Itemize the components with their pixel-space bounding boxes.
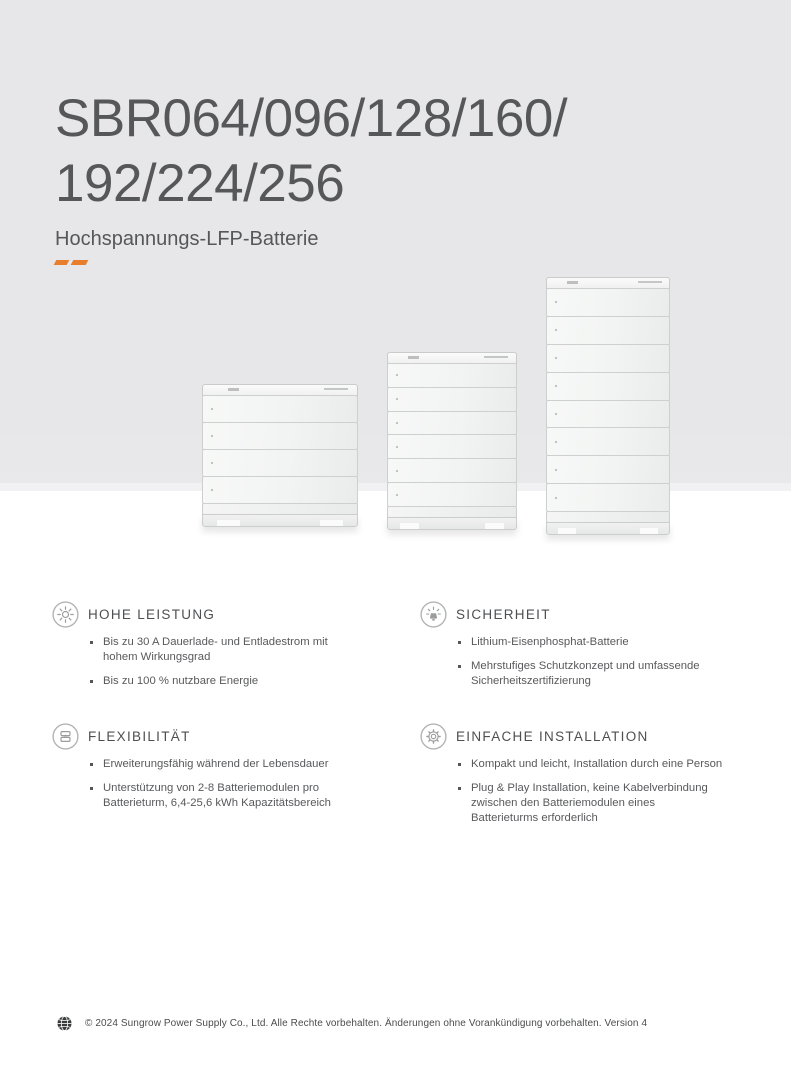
battery-module (546, 483, 670, 512)
feature-title: FLEXIBILITÄT (88, 729, 191, 744)
feature-bullet: Bis zu 30 A Dauerlade- und Entladestrom mit hohem Wirkungsgrad (88, 635, 335, 665)
feature-bullet-list (456, 757, 723, 826)
battery-module (546, 372, 670, 401)
feature-bullet: Bis zu 100 % nutzbare Energie (88, 674, 335, 689)
brand-label (638, 281, 662, 283)
feature-block-performance (52, 601, 335, 698)
accent-dashes (55, 260, 87, 265)
feature-title: EINFACHE INSTALLATION (456, 729, 649, 744)
battery-module (387, 387, 517, 412)
brand-label (324, 388, 348, 390)
feature-title: HOHE LEISTUNG (88, 607, 216, 622)
battery-module (387, 458, 517, 483)
base-foot-notch (640, 528, 658, 534)
battery-base (546, 511, 670, 535)
battery-base (387, 506, 517, 530)
battery-base-skid (546, 522, 670, 535)
feature-bullet: Plug & Play Installation, keine Kabelverbindung zwischen den Batteriemodulen eines Batterieturms erforderlich (456, 781, 723, 826)
feature-block-installation (420, 723, 723, 835)
page-title (55, 86, 567, 216)
feature-bullet: Kompakt und leicht, Installation durch eine Person (456, 757, 723, 772)
status-display (567, 281, 578, 284)
page-subtitle: Hochspannungs-LFP-Batterie (55, 228, 319, 250)
base-foot-notch (485, 523, 504, 529)
battery-module (387, 363, 517, 388)
safety-icon (420, 601, 447, 628)
feature-bullet: Erweiterungsfähig während der Lebensdauer (88, 757, 335, 772)
battery-tower-small (202, 384, 358, 527)
battery-module (202, 395, 358, 423)
base-foot-notch (320, 520, 343, 526)
feature-bullet-list (456, 635, 723, 689)
stacked-modules-icon (52, 723, 79, 750)
feature-bullet: Unterstützung von 2-8 Batteriemodulen pro Batterieturm, 6,4-25,6 kWh Kapazitätsbereich (88, 781, 335, 811)
copyright-text: © 2024 Sungrow Power Supply Co., Ltd. Alle Rechte vorbehalten. Änderungen ohne Vorankündigung vorbehalten. Version 4 (85, 1018, 648, 1029)
battery-module (202, 422, 358, 450)
brand-label (484, 356, 508, 358)
battery-module (546, 316, 670, 345)
feature-bullet: Lithium-Eisenphosphat-Batterie (456, 635, 723, 650)
battery-module (387, 434, 517, 459)
footer (57, 1016, 647, 1031)
feature-bullet-list (88, 757, 335, 811)
battery-base-skid (387, 517, 517, 530)
battery-module (387, 482, 517, 507)
status-display (228, 388, 239, 391)
battery-module (202, 449, 358, 477)
battery-module (546, 427, 670, 456)
accent-dash (54, 260, 70, 265)
base-foot-notch (217, 520, 240, 526)
battery-module (202, 476, 358, 504)
accent-dash (71, 260, 89, 265)
battery-base-skid (202, 514, 358, 527)
battery-module (546, 344, 670, 373)
page-title-line1: SBR064/096/128/160/ (55, 89, 568, 148)
battery-tower-medium (387, 352, 517, 530)
performance-sun-icon (52, 601, 79, 628)
battery-module (546, 400, 670, 429)
battery-module (546, 455, 670, 484)
base-foot-notch (558, 528, 576, 534)
battery-base (202, 503, 358, 527)
feature-title: SICHERHEIT (456, 607, 551, 622)
globe-icon (57, 1016, 72, 1031)
feature-bullet-list (88, 635, 335, 689)
base-foot-notch (400, 523, 419, 529)
page-title-line2: 192/224/256 (55, 154, 345, 213)
feature-bullet: Mehrstufiges Schutzkonzept und umfassende Sicherheitszertifizierung (456, 659, 723, 689)
battery-module (387, 411, 517, 436)
status-display (408, 356, 419, 359)
feature-block-safety (420, 601, 723, 698)
gear-icon (420, 723, 447, 750)
feature-block-flexibility (52, 723, 335, 820)
battery-tower-large (546, 277, 670, 535)
battery-module (546, 288, 670, 317)
